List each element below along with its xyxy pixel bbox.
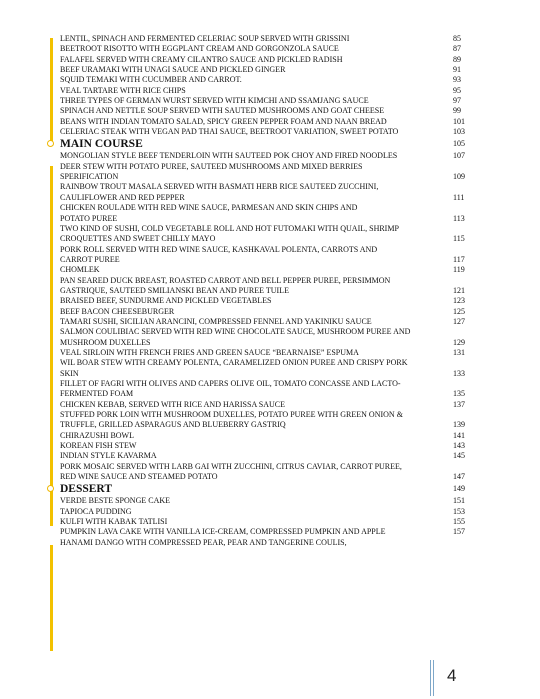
- entry-page-number: 107: [453, 151, 465, 161]
- entry-title: FALAFEL SERVED WITH CREAMY CILANTRO SAUCE AND PICKLED RADISH: [60, 54, 343, 64]
- toc-entry[interactable]: [60, 34, 475, 44]
- entry-title: TWO KIND OF SUSHI, COLD VEGETABLE ROLL AND HOT FUTOMAKI WITH QUAIL, SHRIMP CROQUETTES AND SWEET CHILLY MAYO: [60, 223, 399, 244]
- toc-entry[interactable]: [60, 462, 475, 483]
- toc-entry[interactable]: [60, 379, 475, 400]
- entry-page-number: 105: [453, 139, 465, 149]
- entry-page-number: 121: [453, 285, 465, 295]
- toc-entry[interactable]: [60, 400, 475, 410]
- toc-entry[interactable]: [60, 86, 475, 96]
- entry-page-number: 97: [453, 96, 461, 106]
- entry-title: BEETROOT RISOTTO WITH EGGPLANT CREAM AND GORGONZOLA SAUCE: [60, 44, 339, 54]
- entry-page-number: 117: [453, 254, 465, 264]
- entry-title: RAINBOW TROUT MASALA SERVED WITH BASMATI HERB RICE SAUTEED ZUCCHINI, CAULIFLOWER AND RED PEPPER: [60, 182, 379, 202]
- entry-page-number: 137: [453, 399, 465, 409]
- entry-page-number: 151: [453, 496, 465, 506]
- entry-title: CHICKEN ROULADE WITH RED WINE SAUCE, PARMESAN AND SKIN CHIPS AND POTATO PUREE: [60, 203, 358, 223]
- entry-page-number: 111: [453, 192, 465, 202]
- entry-page-number: 99: [453, 106, 461, 116]
- entry-page-number: 133: [453, 368, 465, 378]
- toc-entry[interactable]: [60, 507, 475, 517]
- page-footer: [430, 660, 464, 696]
- entry-title: BEEF BACON CHEESEBURGER: [60, 306, 175, 316]
- toc-entry[interactable]: [60, 117, 475, 127]
- toc-entry[interactable]: [60, 517, 475, 527]
- entry-page-number: 131: [453, 347, 465, 357]
- toc-entry[interactable]: [60, 127, 475, 137]
- toc-entry[interactable]: [60, 451, 475, 461]
- entry-title: CHOMLEK: [60, 265, 100, 275]
- entry-title: KULFI WITH KABAK TATLISI: [60, 517, 168, 527]
- entry-page-number: 103: [453, 127, 465, 137]
- entry-title: MONGOLIAN STYLE BEEF TENDERLOIN WITH SAUTEED POK CHOY AND FIRED NOODLES: [60, 151, 398, 161]
- toc-entry[interactable]: [60, 307, 475, 317]
- entry-page-number: 143: [453, 441, 465, 451]
- entry-page-number: 145: [453, 451, 465, 461]
- entry-title: VERDE BESTE SPONGE CAKE: [60, 496, 171, 506]
- toc-entry[interactable]: [60, 296, 475, 306]
- toc-entry[interactable]: [60, 44, 475, 54]
- toc-entry[interactable]: [60, 538, 475, 548]
- section-bullet-icon: [47, 140, 54, 147]
- entry-page-number: 135: [453, 389, 465, 399]
- entry-page-number: 139: [453, 420, 465, 430]
- entry-title: VEAL TARTARE WITH RICE CHIPS: [60, 85, 186, 95]
- entry-title: CELERIAC STEAK WITH VEGAN PAD THAI SAUCE, BEETROOT VARIATION, SWEET POTATO: [60, 127, 399, 137]
- entry-title: HANAMI DANGO WITH COMPRESSED PEAR, PEAR AND TANGERINE COULIS,: [60, 537, 347, 547]
- entry-title: BEEF URAMAKI WITH UNAGI SAUCE AND PICKLED GINGER: [60, 65, 286, 75]
- section-title: MAIN COURSE: [60, 138, 143, 151]
- entry-page-number: 147: [453, 472, 465, 482]
- entry-page-number: 125: [453, 306, 465, 316]
- entry-title: STUFFED PORK LOIN WITH MUSHROOM DUXELLES, POTATO PUREE WITH GREEN ONION & TRUFFLE, GRILLED ASPARAGUS AND BLUEBERRY GASTRIQ: [60, 410, 403, 430]
- toc-entry[interactable]: [60, 203, 475, 224]
- entry-page-number: 141: [453, 430, 465, 440]
- toc-entry[interactable]: [60, 65, 475, 75]
- entry-title: SQUID TEMAKI WITH CUCUMBER AND CARROT.: [60, 75, 242, 85]
- entry-page-number: 115: [453, 234, 465, 244]
- entry-page-number: 123: [453, 296, 465, 306]
- toc-entry[interactable]: [60, 162, 475, 183]
- entry-title: VEAL SIRLOIN WITH FRENCH FRIES AND GREEN SAUCE “BEARNAISE” ESPUMA: [60, 347, 359, 357]
- table-of-contents: [60, 34, 475, 548]
- accent-rail: [50, 38, 53, 146]
- accent-rail: [50, 545, 53, 651]
- toc-entry[interactable]: [60, 317, 475, 327]
- entry-title: INDIAN STYLE KAVARMA: [60, 451, 157, 461]
- entry-title: TAMARI SUSHI, SICILIAN ARANCINI, COMPRESSED FENNEL AND YAKINIKU SAUCE: [60, 316, 372, 326]
- toc-entry[interactable]: [60, 496, 475, 506]
- toc-entry[interactable]: [60, 151, 475, 161]
- section-heading[interactable]: [60, 482, 475, 496]
- entry-page-number: 109: [453, 172, 465, 182]
- toc-entry[interactable]: [60, 527, 475, 537]
- entry-page-number: 155: [453, 517, 465, 527]
- entry-page-number: 93: [453, 75, 461, 85]
- toc-entry[interactable]: [60, 327, 475, 348]
- section-title: DESSERT: [60, 483, 113, 496]
- accent-rail: [50, 166, 53, 526]
- entry-title: BEANS WITH INDIAN TOMATO SALAD, SPICY GREEN PEPPER FOAM AND NAAN BREAD: [60, 116, 387, 126]
- toc-entry[interactable]: [60, 348, 475, 358]
- toc-entry[interactable]: [60, 224, 475, 245]
- entry-title: WIL BOAR STEW WITH CREAMY POLENTA, CARAMELIZED ONION PUREE AND CRISPY PORK SKIN: [60, 358, 408, 378]
- entry-title: CHICKEN KEBAB, SERVED WITH RICE AND HARISSA SAUCE: [60, 399, 286, 409]
- entry-title: SPINACH AND NETTLE SOUP SERVED WITH SAUTED MUSHROOMS AND GOAT CHEESE: [60, 106, 385, 116]
- section-bullet-icon: [47, 485, 54, 492]
- toc-entry[interactable]: [60, 245, 475, 266]
- entry-title: TAPIOCA PUDDING: [60, 506, 132, 516]
- toc-entry[interactable]: [60, 358, 475, 379]
- entry-page-number: 87: [453, 44, 461, 54]
- toc-entry[interactable]: [60, 96, 475, 106]
- entry-title: PORK ROLL SERVED WITH RED WINE SAUCE, KASHKAVAL POLENTA, CARROTS AND CARROT PUREE: [60, 244, 378, 264]
- entry-title: BRAISED BEEF, SUNDURME AND PICKLED VEGETABLES: [60, 296, 272, 306]
- entry-page-number: 149: [453, 484, 465, 494]
- entry-title: SALMON COULIBIAC SERVED WITH RED WINE CHOCOLATE SAUCE, MUSHROOM PUREE AND MUSHROOM DUXELLES: [60, 327, 411, 347]
- entry-page-number: 89: [453, 54, 461, 64]
- toc-entry[interactable]: [60, 182, 475, 203]
- entry-page-number: 95: [453, 85, 461, 95]
- toc-entry[interactable]: [60, 276, 475, 297]
- toc-entry[interactable]: [60, 441, 475, 451]
- entry-page-number: 157: [453, 527, 465, 537]
- entry-page-number: 113: [453, 213, 465, 223]
- toc-entry[interactable]: [60, 410, 475, 431]
- toc-entry[interactable]: [60, 55, 475, 65]
- entry-page-number: 91: [453, 65, 461, 75]
- entry-page-number: 127: [453, 316, 465, 326]
- entry-title: PUMPKIN LAVA CAKE WITH VANILLA ICE-CREAM, COMPRESSED PUMPKIN AND APPLE: [60, 527, 386, 537]
- entry-title: PORK MOSAIC SERVED WITH LARB GAI WITH ZUCCHINI, CITRUS CAVIAR, CARROT PUREE, RED WINE SAUCE AND STEAMED POTATO: [60, 461, 402, 482]
- toc-entry[interactable]: [60, 106, 475, 116]
- entry-title: THREE TYPES OF GERMAN WURST SERVED WITH KIMCHI AND SSAMJANG SAUCE: [60, 96, 369, 106]
- toc-entry[interactable]: [60, 265, 475, 275]
- entry-page-number: 129: [453, 337, 465, 347]
- entry-title: LENTIL, SPINACH AND FERMENTED CELERIAC SOUP SERVED WITH GRISSINI: [60, 34, 350, 43]
- entry-title: PAN SEARED DUCK BREAST, ROASTED CARROT AND BELL PEPPER PUREE, PERSIMMON GASTRIQUE, SAUTEED SMILIANSKI BEAN AND PUREE TUILE: [60, 275, 391, 295]
- toc-entry[interactable]: [60, 431, 475, 441]
- page-number: 4: [447, 666, 457, 685]
- entry-page-number: 85: [453, 34, 461, 43]
- entry-page-number: 101: [453, 116, 465, 126]
- section-heading[interactable]: [60, 137, 475, 151]
- entry-title: CHIRAZUSHI BOWL: [60, 430, 134, 440]
- entry-title: DEER STEW WITH POTATO PUREE, SAUTEED MUSHROOMS AND MIXED BERRIES SPERIFICATION: [60, 161, 363, 182]
- entry-title: FILLET OF FAGRI WITH OLIVES AND CAPERS OLIVE OIL, TOMATO CONCASSE AND LACTO- FERMENTED FOAM: [60, 379, 401, 399]
- entry-title: KOREAN FISH STEW: [60, 441, 137, 451]
- entry-page-number: 119: [453, 265, 465, 275]
- toc-entry[interactable]: [60, 75, 475, 85]
- entry-page-number: 153: [453, 506, 465, 516]
